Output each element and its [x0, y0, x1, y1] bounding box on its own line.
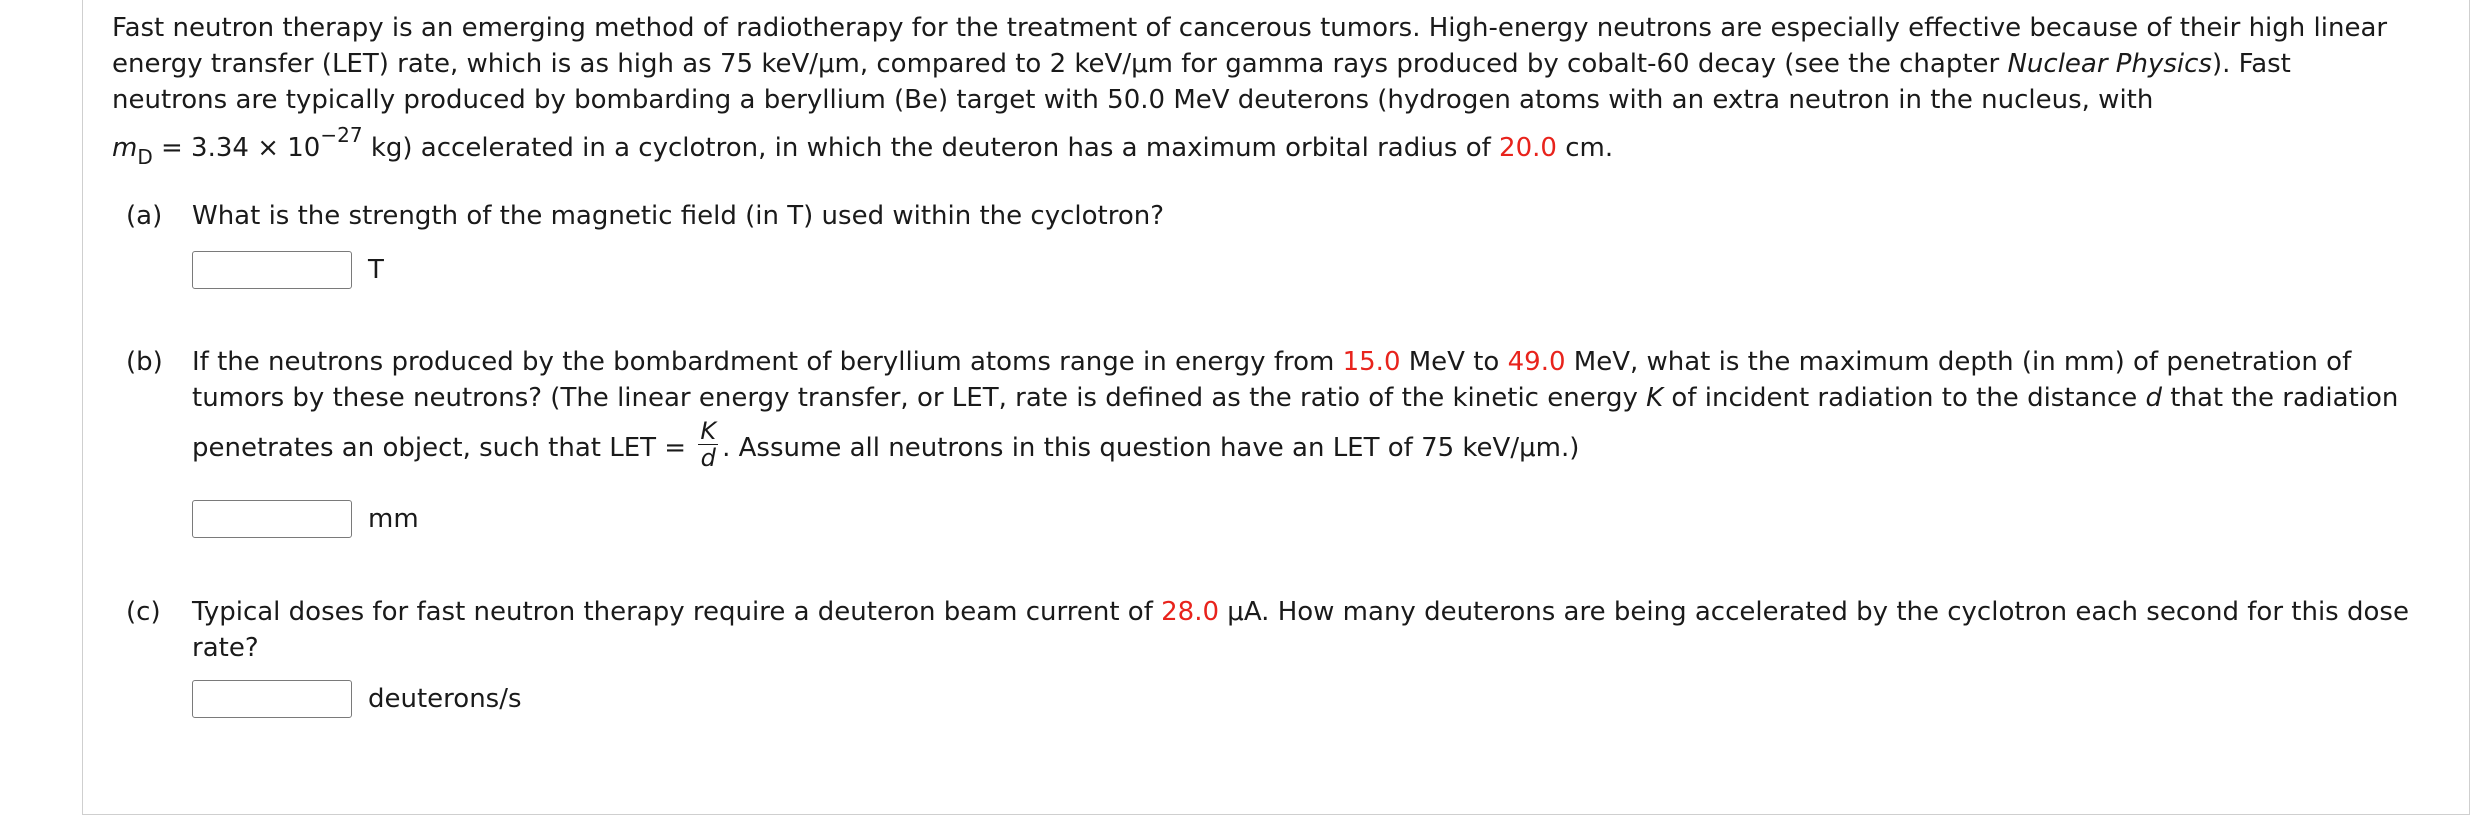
part-b-text-7: penetrates an object, such that LET = [192, 433, 695, 463]
part-c-label: (c) [126, 597, 161, 627]
part-b-unit: mm [368, 504, 419, 534]
mass-symbol: m [112, 133, 138, 163]
radius-value: 20.0 [1499, 133, 1557, 163]
part-a-unit: T [368, 255, 384, 285]
part-b-question-line-1 [192, 344, 2351, 380]
intro-line-3: neutrons are typically produced by bombarding a beryllium (Be) target with 50.0 MeV deuterons (hydrogen atoms with an extra neutron in the nucleus, with [112, 85, 2154, 115]
part-a-label: (a) [126, 201, 163, 231]
part-a-question: What is the strength of the magnetic field (in T) used within the cyclotron? [192, 201, 1165, 231]
intro-line-2 [112, 46, 2291, 82]
part-b-text-3: MeV, what is the maximum depth (in mm) of penetration of [1565, 347, 2352, 377]
fraction-denominator: d [700, 444, 716, 472]
intro-line-4-text: kg) accelerated in a cyclotron, in which the deuteron has a maximum orbital radius of [362, 133, 1500, 163]
part-b-text-6: that the radiation [2162, 383, 2399, 413]
part-b-label: (b) [126, 347, 163, 377]
part-b-question-line-3 [192, 417, 1580, 476]
part-b-text-2: MeV to [1400, 347, 1508, 377]
part-c-unit: deuterons/s [368, 684, 522, 714]
intro-line-4 [112, 123, 1614, 169]
intro-line-2-end: ). Fast [2211, 49, 2291, 79]
intro-line-2-text: energy transfer (LET) rate, which is as high as 75 keV/μm, compared to 2 keV/μm for gamma rays produced by cobalt-60 decay (see the chapter [112, 49, 2008, 79]
mass-value: = 3.34 × 10 [152, 133, 321, 163]
part-b-text-1: If the neutrons produced by the bombardment of beryllium atoms range in energy from [192, 347, 1343, 377]
part-b-answer-input[interactable] [192, 500, 352, 538]
beam-current-value: 28.0 [1161, 597, 1220, 627]
mass-exponent: −27 [320, 123, 363, 147]
part-a-answer-input[interactable] [192, 251, 352, 289]
part-c-question-line-1 [192, 594, 2409, 630]
part-c-answer-input[interactable] [192, 680, 352, 718]
part-b-question-line-2 [192, 380, 2398, 416]
energy-max-value: 49.0 [1507, 347, 1566, 377]
part-b-text-5: of incident radiation to the distance [1663, 383, 2146, 413]
intro-line-1: Fast neutron therapy is an emerging method of radiotherapy for the treatment of cancerous tumors. High-energy neutrons are especially effective because of their high linear [112, 13, 2388, 43]
radius-unit: cm. [1556, 133, 1614, 163]
let-fraction [698, 418, 718, 471]
part-c-question-line-2: rate? [192, 633, 259, 663]
chapter-reference: Nuclear Physics [2007, 49, 2212, 79]
part-b-text-8: . Assume all neutrons in this question have an LET of 75 keV/μm.) [722, 433, 1580, 463]
part-b-text-4: tumors by these neutrons? (The linear energy transfer, or LET, rate is defined as the ratio of the kinetic energy [192, 383, 1647, 413]
energy-min-value: 15.0 [1342, 347, 1401, 377]
distance-symbol: d [2145, 383, 2163, 413]
part-c-text-2: μA. How many deuterons are being accelerated by the cyclotron each second for this dose [1219, 597, 2409, 627]
fraction-numerator: K [700, 417, 717, 445]
part-c-text-1: Typical doses for fast neutron therapy require a deuteron beam current of [192, 597, 1162, 627]
kinetic-energy-symbol: K [1646, 383, 1664, 413]
mass-subscript: D [137, 145, 153, 169]
